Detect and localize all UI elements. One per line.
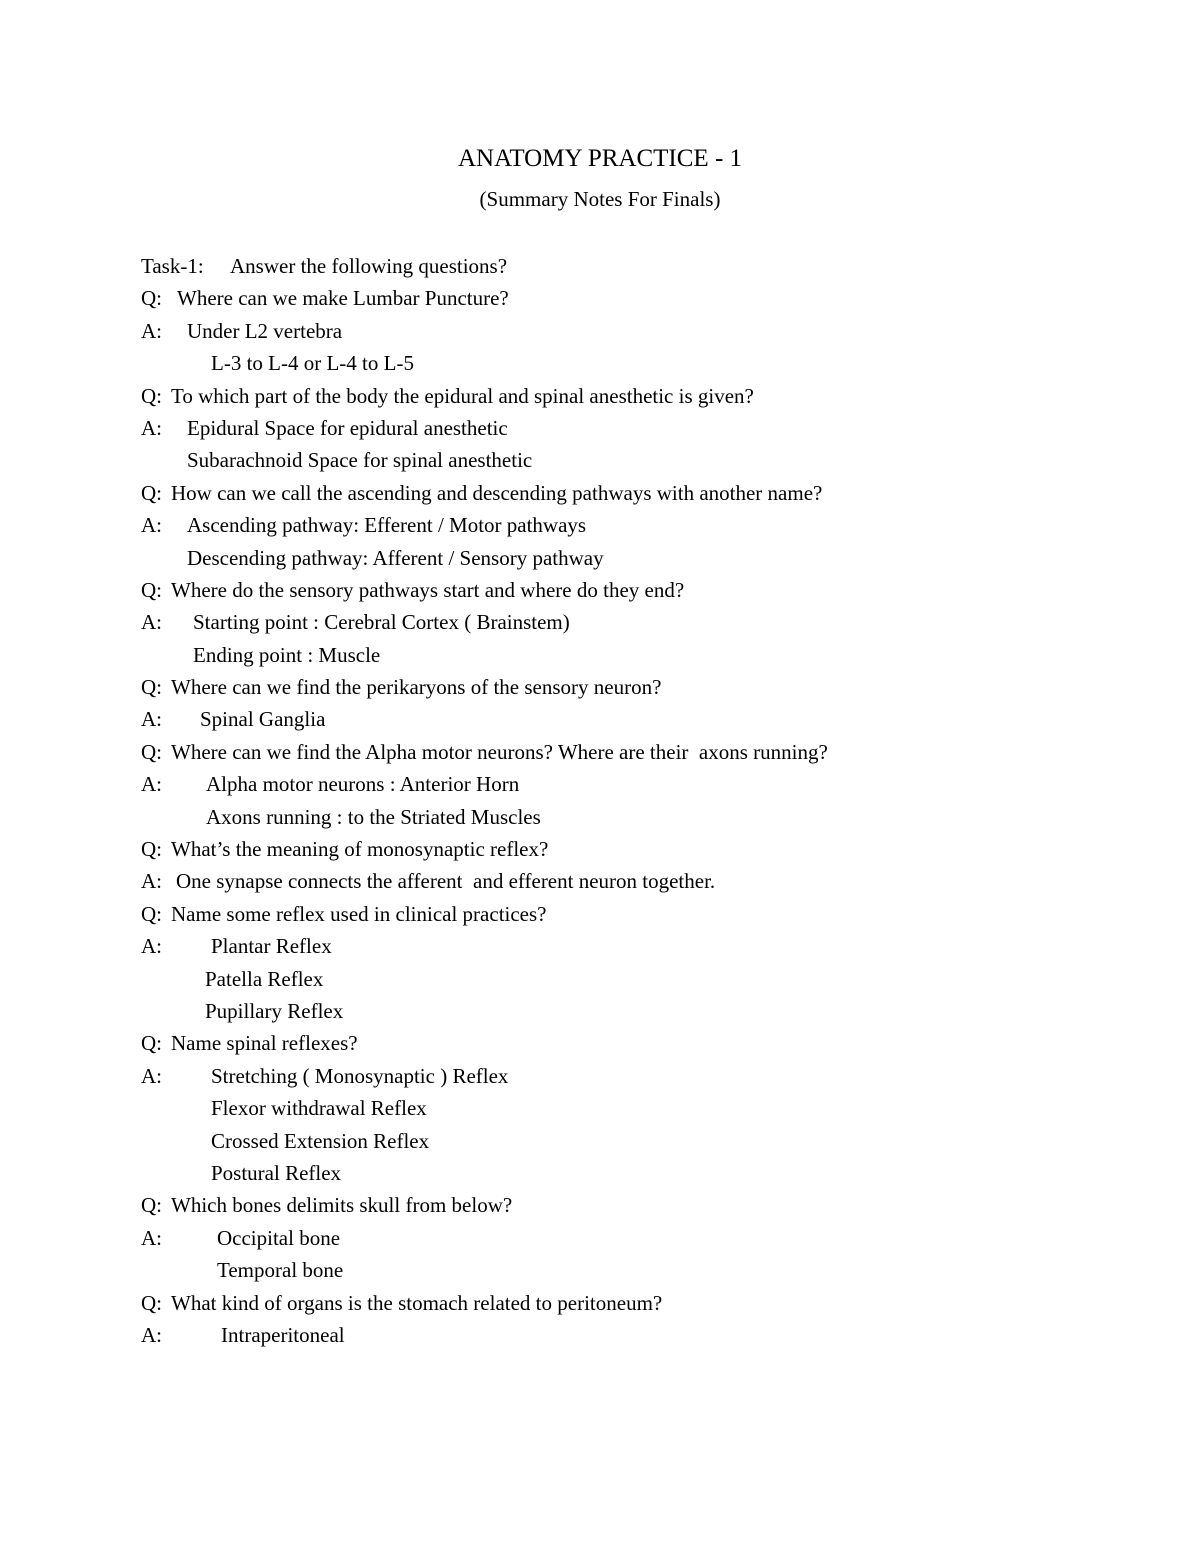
question-line [141,1027,1141,1059]
question-line [141,833,1141,865]
answer-text: Temporal bone [217,1258,344,1283]
question-label: Q: [141,577,162,602]
answer-label: A: [141,318,162,343]
answer-text: Descending pathway: Afferent / Sensory pathway [187,545,604,570]
question-label: Q: [141,1193,162,1218]
question-line [141,736,1141,768]
answer-label: A: [141,772,162,797]
answer-text: Ascending pathway: Efferent / Motor pathways [187,513,587,538]
answer-label: A: [141,1225,162,1250]
answer-label: A: [141,707,162,732]
answer-line [141,444,1141,476]
answer-label: A: [141,869,162,894]
question-text: Where can we find the perikaryons of the sensory neuron? [171,675,662,700]
answer-line [141,315,1141,347]
answer-text: Patella Reflex [205,966,324,991]
question-line [141,282,1141,314]
answer-line [141,963,1141,995]
answer-line [141,1319,1141,1351]
answer-text: Starting point : Cerebral Cortex ( Brainstem) [193,610,570,635]
answer-line [141,703,1141,735]
answer-line [141,509,1141,541]
question-line [141,1287,1141,1319]
question-label: Q: [141,1031,162,1056]
answer-line [141,768,1141,800]
answer-text: Spinal Ganglia [200,707,326,732]
answer-line [141,865,1141,897]
task-label: Task-1: [141,254,204,278]
answer-line [141,347,1141,379]
answer-text: Axons running : to the Striated Muscles [206,804,541,829]
question-label: Q: [141,675,162,700]
question-text: Which bones delimits skull from below? [171,1193,513,1218]
question-text: Where can we find the Alpha motor neurons? Where are their axons running? [171,739,828,764]
question-text: What kind of organs is the stomach related to peritoneum? [171,1290,663,1315]
answer-label: A: [141,934,162,959]
question-text: To which part of the body the epidural and spinal anesthetic is given? [171,383,754,408]
question-line [141,477,1141,509]
answer-label: A: [141,610,162,635]
question-label: Q: [141,901,162,926]
answer-line [141,542,1141,574]
question-label: Q: [141,739,162,764]
answer-text: Pupillary Reflex [205,998,344,1023]
answer-label: A: [141,513,162,538]
answer-line [141,801,1141,833]
question-text: What’s the meaning of monosynaptic reflex? [171,837,549,862]
question-label: Q: [141,383,162,408]
question-label: Q: [141,480,162,505]
question-line [141,380,1141,412]
answer-text: Subarachnoid Space for spinal anesthetic [187,448,533,473]
answer-line [141,412,1141,444]
answer-line [141,1125,1141,1157]
answer-text: Alpha motor neurons : Anterior Horn [206,772,520,797]
answer-text: Crossed Extension Reflex [211,1128,430,1153]
answer-line [141,606,1141,638]
question-line [141,574,1141,606]
question-label: Q: [141,286,162,311]
page-title: ANATOMY PRACTICE - 1 [457,145,743,172]
document-body [141,250,1141,1351]
answer-line [141,1060,1141,1092]
answer-text: One synapse connects the afferent and efferent neuron together. [176,869,716,894]
question-text: Where can we make Lumbar Puncture? [177,286,509,311]
answer-line [141,930,1141,962]
answer-text: Under L2 vertebra [187,318,343,343]
answer-line [141,1254,1141,1286]
answer-line [141,995,1141,1027]
answer-text: L-3 to L-4 or L-4 to L-5 [211,351,414,376]
question-text: Where do the sensory pathways start and where do they end? [171,577,685,602]
answer-line [141,639,1141,671]
question-label: Q: [141,837,162,862]
answer-line [141,1222,1141,1254]
question-line [141,671,1141,703]
question-line [141,898,1141,930]
task-line [141,250,1141,282]
answer-text: Plantar Reflex [211,934,332,959]
answer-text: Stretching ( Monosynaptic ) Reflex [211,1063,509,1088]
answer-text: Flexor withdrawal Reflex [211,1096,427,1121]
question-text: Name some reflex used in clinical practices? [171,901,547,926]
task-text: Answer the following questions? [230,254,508,278]
page-subtitle: (Summary Notes For Finals) [479,187,721,211]
answer-text: Postural Reflex [211,1160,342,1185]
answer-line [141,1092,1141,1124]
question-line [141,1189,1141,1221]
answer-label: A: [141,415,162,440]
answer-label: A: [141,1063,162,1088]
question-text: Name spinal reflexes? [171,1031,358,1056]
question-label: Q: [141,1290,162,1315]
answer-text: Intraperitoneal [221,1322,345,1347]
answer-text: Ending point : Muscle [193,642,381,667]
answer-line [141,1157,1141,1189]
answer-text: Occipital bone [217,1225,341,1250]
question-text: How can we call the ascending and descending pathways with another name? [171,480,823,505]
answer-label: A: [141,1322,162,1347]
answer-text: Epidural Space for epidural anesthetic [187,415,508,440]
